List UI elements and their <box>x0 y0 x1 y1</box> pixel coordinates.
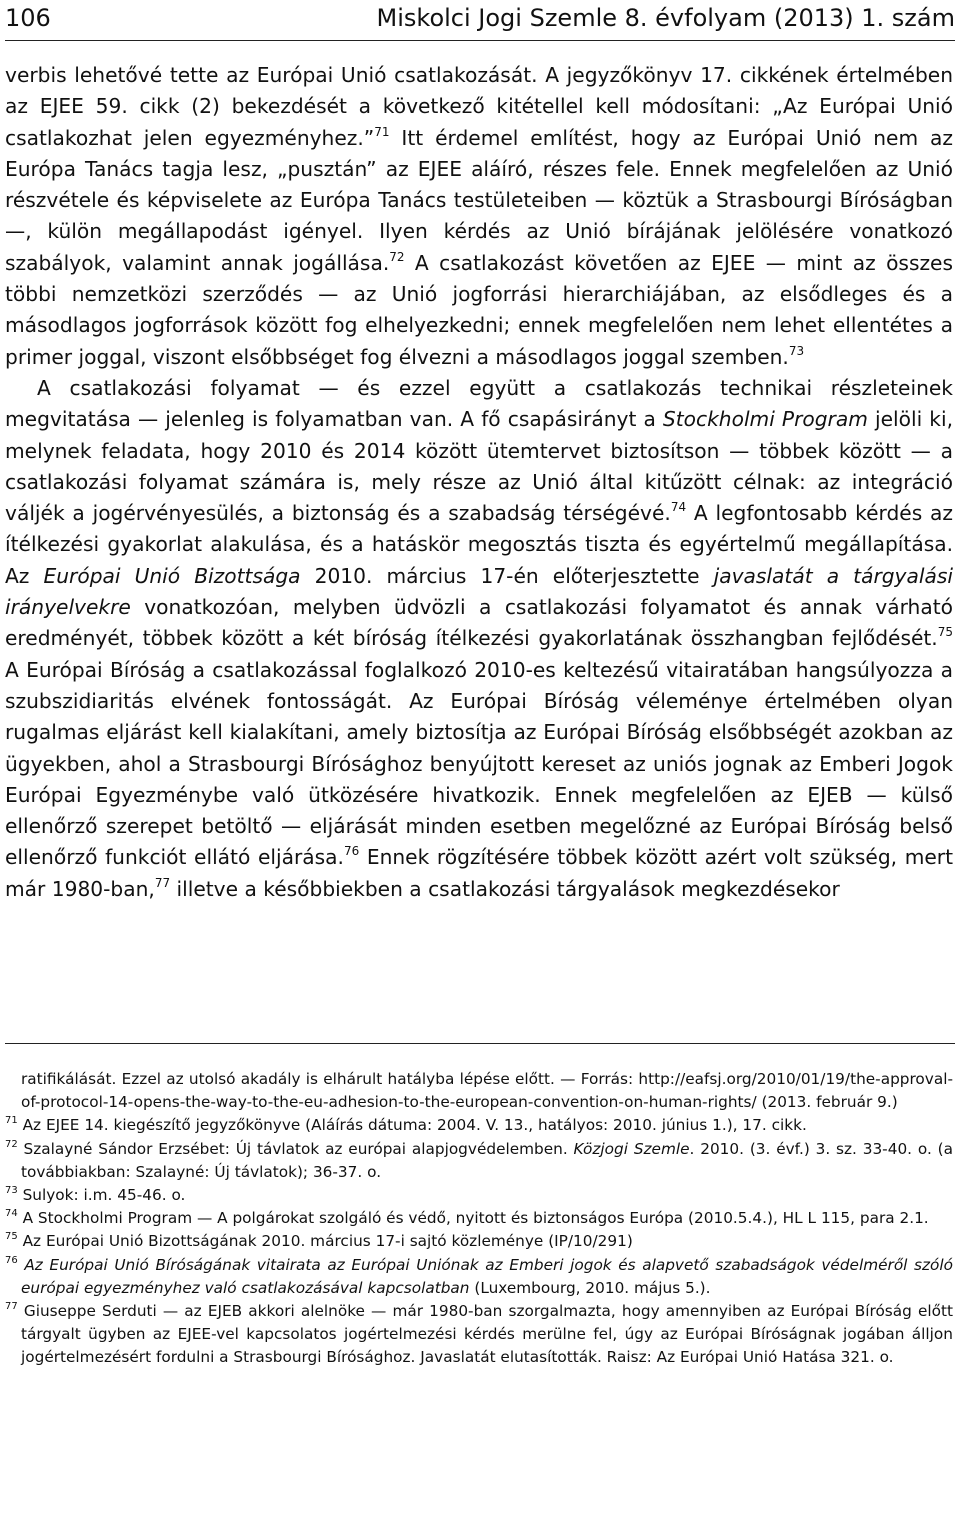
paragraph-2 <box>5 373 953 905</box>
footnote-number: 71 <box>5 1115 18 1127</box>
footnote-number: 74 <box>5 1208 18 1220</box>
footnote-text: A Stockholmi Program — A polgárokat szolgáló és védő, nyitott és biztonságos Európa (2010.5.4.), HL L 115, para 2.1. <box>17 1209 929 1228</box>
footnotes <box>5 1068 953 1370</box>
footnote-number: 77 <box>5 1301 18 1313</box>
footnote-ref-76: 76 <box>343 844 360 859</box>
footnote-journal-title: Közjogi Szemle <box>573 1139 690 1158</box>
footnote-72 <box>5 1138 953 1184</box>
footnote-text: Sulyok: i.m. 45-46. o. <box>17 1186 186 1205</box>
main-text <box>5 60 953 905</box>
footnote-71 <box>5 1114 953 1137</box>
paragraph-1 <box>5 60 953 373</box>
footnote-continuation: ratifikálását. Ezzel az utolsó akadály is elhárult hatályba lépése előtt. — Forrás: http://eafsj.org/2010/01/19/the-approval-of-protocol-14-opens-the-way-to-the-eu-adhesion-to-the-european-convention-on-human-rights/ (2013. február 9.) <box>21 1070 953 1112</box>
footnote-75 <box>5 1230 953 1253</box>
p2-text-d: 2010. március 17-én előterjesztette <box>300 563 714 588</box>
footnote-ref-77: 77 <box>154 875 171 890</box>
footnote-text: (Luxembourg, 2010. május 5.). <box>469 1278 711 1297</box>
footnote-number: 72 <box>5 1138 18 1150</box>
footnote-number: 73 <box>5 1185 18 1197</box>
p2-italic-commission: Európai Unió Bizottsága <box>43 563 301 588</box>
footnote-ref-71: 71 <box>374 124 390 139</box>
page-number: 106 <box>5 4 51 32</box>
p1-text-b: Itt érdemel említést, hogy az Európai Unió nem az Európa Tanács tagja lesz, „pusztán” az EJEE aláíró, részes fele. Ennek megfelelően az Unió részvétele és képviselete az Európa Tanács testületeiben — köztük a Strasbourgi Bíróságban —, külön megállapodást igényel. Ilyen kérdés az Unió bírájának jelölésére vonatkozó szabályok, valamint annak jogállása. <box>5 125 953 275</box>
page-header <box>5 4 955 41</box>
footnote-ref-73: 73 <box>788 343 805 358</box>
footnote-text: Szalayné Sándor Erzsébet: Új távlatok az európai alapjogvédelemben. <box>17 1139 574 1158</box>
footnote-ref-72: 72 <box>389 249 405 264</box>
p2-italic-proposal: javaslatát a tárgyalási irányelvekre <box>5 563 953 620</box>
p1-text-a: verbis lehetővé tette az Európai Unió csatlakozását. A jegyzőkönyv 17. cikkének értelmében az EJEE 59. cikk (2) bekezdését a következő kitétellel kell módosítani: „Az Európai Unió csatlakozhat jelen egyezményhez.” <box>5 63 953 150</box>
footnote-73 <box>5 1184 953 1207</box>
footnote-text: . 2010. (3. évf.) 3. sz. 33-40. o. (a továbbiakban: Szalayné: Új távlatok); 36-37. o. <box>21 1139 953 1181</box>
footnote-italic-title: Az Európai Unió Bíróságának vitairata az Európai Uniónak az Emberi jogok és alapvető szabadságok védelméről szóló európai egyezményhez való csatlakozásával kapcsolatban <box>17 1255 953 1297</box>
p2-text-g: Ennek rögzítésére többek között azért volt szükség, mert már 1980-ban, <box>5 845 953 901</box>
footnote-divider <box>5 1043 955 1044</box>
p2-text-h: illetve a későbbiekben a csatlakozási tárgyalások megkezdésekor <box>170 876 840 901</box>
footnote-number: 76 <box>5 1254 18 1266</box>
footnote-number: 75 <box>5 1231 18 1243</box>
p1-text-c: A csatlakozást követően az EJEE — mint az összes többi nemzetközi szerződés — az Unió jogforrási hierarchiájában, az elsődleges és a másodlagos jogforrások között fog elhelyezkedni; ennek megfelelően nem lehet ellentétes a primer joggal, viszont elsőbbséget fog élvezni a másodlagos joggal szemben. <box>5 250 953 369</box>
p2-text-c: A legfontosabb kérdés az ítélkezési gyakorlat alakulása, és a hatáskör megosztás tiszta és egyértelmű megállapítása. Az <box>5 501 953 588</box>
footnote-ref-74: 74 <box>670 500 687 515</box>
p2-text-f: A Európai Bíróság a csatlakozással foglalkozó 2010-es keltezésű vitairatában hangsúlyozza a szubszidiaritás elvének fontosságát. Az Európai Bíróság véleménye értelmében olyan rugalmas eljárást kell kialakítani, amely biztosítja az Európai Bíróság elsőbbségét azokban az ügyekben, ahol a Strasbourgi Bírósághoz benyújtott kereset az uniós jognak az Emberi Jogok Európai Egyezménybe való ütközésére hivatkozik. Ennek megfelelően az EJEB — külső ellenőrző szerepet betöltő — eljárását minden esetben megelőzné az Európai Bíróság belső ellenőrző funkciót ellátó eljárása. <box>5 657 953 870</box>
p2-text-b: jelöli ki, melynek feladata, hogy 2010 és 2014 között ütemtervet biztosítson — többek között — a csatlakozási folyamat számára is, mely része az Unió által kitűzött célnak: az integráció váljék a jogérvényesülés, a biztonság és a szabadság térségévé. <box>5 407 953 526</box>
p2-text-a: A csatlakozási folyamat — és ezzel együtt a csatlakozás technikai részleteinek megvitatása — jelenleg is folyamatban van. A fő csapásirányt a <box>5 375 953 432</box>
footnote-ref-75: 75 <box>937 625 953 640</box>
footnote-text: Az EJEE 14. kiegészítő jegyzőkönyve (Aláírás dátuma: 2004. V. 13., hatályos: 2010. június 1.), 17. cikk. <box>17 1116 807 1135</box>
running-title: Miskolci Jogi Szemle 8. évfolyam (2013) 1. szám <box>376 4 955 32</box>
footnote-74 <box>5 1207 953 1230</box>
footnote-text: Az Európai Unió Bizottságának 2010. március 17-i sajtó közleménye (IP/10/291) <box>17 1232 633 1251</box>
footnote-76 <box>5 1254 953 1300</box>
footnote-77 <box>5 1300 953 1370</box>
p2-text-e: vonatkozóan, melyben üdvözli a csatlakozási folyamatot és annak várható eredményét, többek között a két bíróság ítélkezési gyakorlatának összhangban fejlődését. <box>5 595 953 651</box>
p2-italic-stockholm: Stockholmi Program <box>662 407 868 432</box>
footnote-text: Giuseppe Serduti — az EJEB akkori alelnöke — már 1980-ban szorgalmazta, hogy amennyiben az Európai Bíróság előtt tárgyalt ügyben az EJEE-vel kapcsolatos jogértelmezési kérdés merülne fel, úgy az Európai Bíróságnak jogában álljon jogértelmezésért fordulni a Strasbourgi Bírósághoz. Javaslatát elutasították. Raisz: Az Európai Unió Hatása 321. o. <box>17 1302 953 1367</box>
